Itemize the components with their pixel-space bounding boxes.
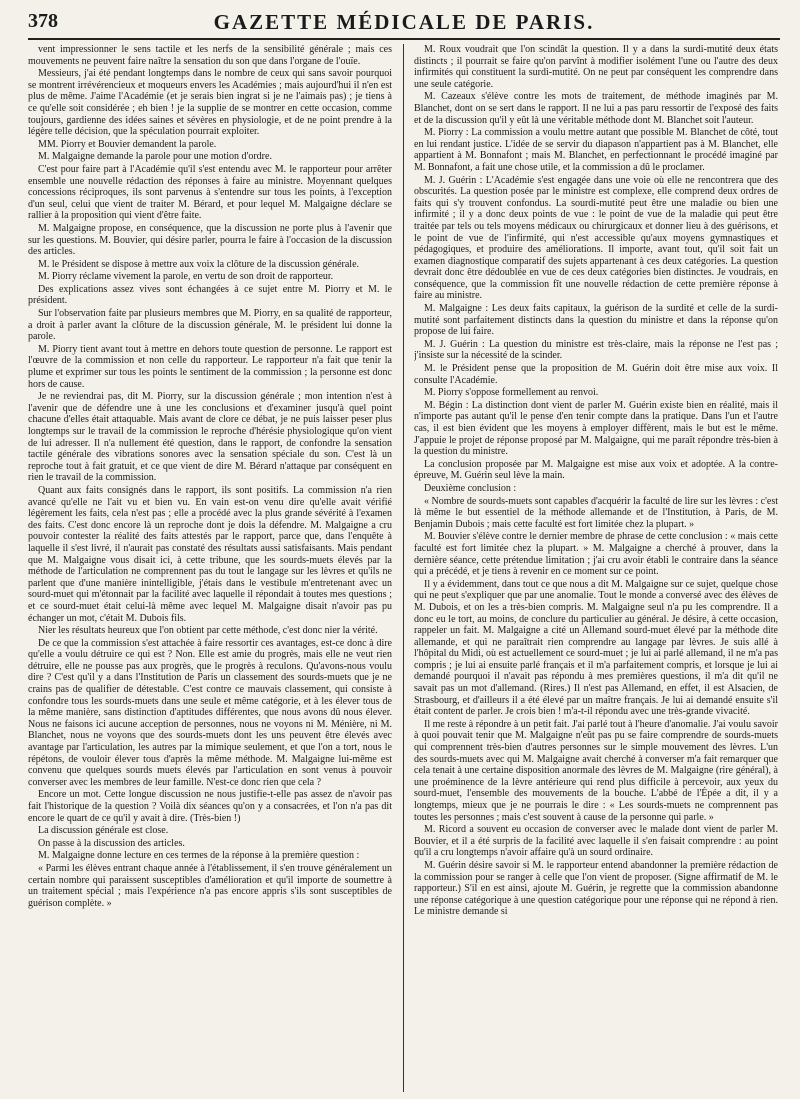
paragraph: Des explications assez vives sont échangées à ce sujet entre M. Piorry et M. le président.	[28, 283, 392, 307]
paragraph: Nier les résultats heureux que l'on obtient par cette méthode, c'est donc nier la vérité.	[38, 625, 378, 637]
paragraph: M. Malgaigne demande la parole pour une motion d'ordre.	[38, 151, 272, 163]
paragraph: On passe à la discussion des articles.	[38, 837, 185, 849]
paragraph: Deuxième conclusion :	[424, 482, 517, 494]
paragraph: Il me reste à répondre à un petit fait. J'ai parlé tout à l'heure d'anomalie. J'ai voulu savoir à quoi pouvait tenir que M. Malgaigne n'eût pas pu se faire comprendre de sourds-muets qui comprennent très-bien d'autres personnes sur le simple mouvement des lèvres. L'un des sourds-muets avec qui M. Malgaigne avait cherché à converser m'a fait remarquer que cela tenait à une certaine disposition anormale des lèvres de M. Malgaigne (rire général), à une proéminence de la lèvre antérieure qui rend plus difficile à percevoir, aux yeux du sourd-muet, l'ensemble des mouvements de la bouche. L'abbé de l'Épée a dit, il y a longtemps, mieux que je ne pourrais le dire : « Les sourds-muets ne comprennent pas toutes les personnes ; mais c'est souvent à cause de la personne qui parle. »	[414, 718, 778, 823]
paragraph: « Parmi les élèves entrant chaque année à l'établissement, il s'en trouve généralement un certain nombre qui paraissent susceptibles d'amélioration et qu'il importe de soumettre à un traitement spécial ; mais l'expérience n'a pas encore appris s'ils sont susceptibles de guérison complète. »	[28, 862, 392, 909]
paragraph: M. Cazeaux s'élève contre les mots de traitement, de méthode imaginés par M. Blanchet, dont on se sert dans le rapport. Il ne lui a pas paru ressortir de l'exposé des faits et de la discussion qu'il y eût là une véritable méthode dont M. Blanchet soit l'auteur.	[414, 91, 778, 126]
paragraph: La conclusion proposée par M. Malgaigne est mise aux voix et adoptée. A la contre-épreuve, M. Guérin seul lève la main.	[414, 458, 778, 482]
paragraph: M. Ricord a souvent eu occasion de converser avec le malade dont vient de parler M. Bouvier, et il a été surpris de la facilité avec laquelle il s'en faisait comprendre : au point qu'il a cru longtemps n'avoir affaire qu'à un sourd ordinaire.	[414, 824, 778, 859]
paragraph: La discussion générale est close.	[38, 825, 169, 837]
page-header	[28, 8, 780, 40]
paragraph: M. Piorry s'oppose formellement au renvoi.	[424, 387, 599, 399]
paragraph: Je ne reviendrai pas, dit M. Piorry, sur la discussion générale ; mon intention n'est à l'avenir que de défendre une à une les conclusions et d'examiner jusqu'à quel point chacune d'elles était attaquable. Mais avant de clore ce débat, je ne puis laisser peser plus longtemps sur le travail de la commission le reproche d'hérésie physiologique qu'on vient de lui adresser. Il n'a nullement été question, dans le rapport, de confondre la sensation tactile générale des vibrations sonores avec la sensation spéciale du son. C'est là un reproche tout à fait gratuit, et ce que vient de dire M. Bérard n'attaque par conséquent en rien le travail de la commission.	[28, 391, 392, 484]
paragraph: M. Piorry : La commission a voulu mettre autant que possible M. Blanchet de côté, tout en lui rendant justice. L'idée de se servir du diapason n'appartient pas à M. Blanchet, elle appartient à M. Bonnafont ; mais M. Blanchet, en perfectionnant le procédé imaginé par M. Bonnafont, a fait une chose utile, et la commission a dû le proclamer.	[414, 127, 778, 173]
paragraph: M. Malgaigne propose, en conséquence, que la discussion ne porte plus à l'avenir que sur les questions. M. Bouvier, qui désire parler, pourra le faire à l'occasion de la discussion des articles.	[28, 222, 392, 258]
paragraph: M. J. Guérin : L'Académie s'est engagée dans une voie où elle ne rencontrera que des obscurités. La question posée par le ministre est complexe, elle comprend deux ordres de faits qui s'y trouvent confondus. La sourdi-mutité peut être une maladie ou bien une infirmité ; il y a donc deux points de vue : le point de vue de la maladie qui peut être traitée par tels ou tels moyens médicaux ou chirurgicaux et donner lieu à des guérisons, et le point de vue de l'infirmité, qui n'est accessible qu'aux moyens gymnastiques et pédagogiques, et produire des améliorations. Il importe, avant tout, qu'il soit fait un examen diagnostique comparatif des sujets appartenant à ces deux catégories. La question devrait donc être dédoublée en vue de ces deux catégories bien distinctes. Je voudrais, en conséquence, que la commission fît une nouvelle rédaction de cette première réponse à faire au ministre.	[414, 174, 778, 302]
paragraph: vent impressionner le sens tactile et les nerfs de la sensibilité générale ; mais ces mouvements ne peuvent faire naître la sensation du son que dans l'organe de l'ouïe.	[28, 44, 392, 67]
paragraph: M. Bégin : La distinction dont vient de parler M. Guérin existe bien en réalité, mais il n'importe pas autant qu'il le pense d'en tenir compte dans la pratique. Dans l'un et l'autre cas, il est bien évident que les moyens à employer diffèrent, mais le but est le même. J'appuie le projet de réponse proposé par M. Malgaigne, qui me paraît répondre très-bien à la question du ministre.	[414, 399, 778, 458]
paragraph: M. Malgaigne donne lecture en ces termes de la réponse à la première question :	[38, 850, 360, 862]
paragraph: Quant aux faits consignés dans le rapport, ils sont positifs. La commission n'a rien avancé qu'elle ne l'ait vu et bien vu. En vain est-on venu dire qu'elle avait vérifié légèrement les faits, cela n'est pas ; elle a procédé avec la plus grande sévérité à l'examen des faits. C'est donc encore là un reproche dont je dois la défendre. M. Malgaigne a cru pouvoir contester la réalité des faits attestés par le rapport, parce que, dans l'enquête à laquelle il s'est livré, il n'aurait pas constaté des résultats aussi satisfaisants. Mais pendant que M. Malgaigne vous disait ici, à cette tribune, que les sourds-muets élevés par la méthode de l'articulation ne comprennent pas du tout le langage sur les lèvres et qu'ils ne parlent que d'une manière inintelligible, j'étais dans le vestibule m'entretenant avec un sourd-muet qui m'étonnait par la facilité avec laquelle il répondait à toutes mes questions ; et ce sourd-muet était celui-là même avec lequel M. Malgaigne disait n'avoir pas pu échanger un mot, c'était M. Dubois fils.	[28, 484, 392, 624]
paragraph: « Nombre de sourds-muets sont capables d'acquérir la faculté de lire sur les lèvres : c'est là même le but essentiel de la méthode allemande et de l'Institution, à Paris, de M. Benjamin Dubois ; mais cette faculté est fort limitée chez la plupart. »	[414, 495, 778, 530]
publication-title: GAZETTE MÉDICALE DE PARIS.	[213, 10, 595, 34]
paragraph: M. le Président se dispose à mettre aux voix la clôture de la discussion générale.	[38, 258, 360, 270]
right-column	[414, 44, 778, 1094]
paragraph: MM. Piorry et Bouvier demandent la parole.	[38, 138, 217, 150]
paragraph: M. Roux voudrait que l'on scindât la question. Il y a dans la surdi-mutité deux états distincts ; il pourrait se faire qu'on parvînt à modifier isolément l'une ou l'autre des deux infirmités qui constituent la surdi-mutité. On ne peut par conséquent les comprendre dans une seule catégorie.	[414, 44, 778, 90]
left-column	[28, 44, 392, 1094]
paragraph: M. Piorry tient avant tout à mettre en dehors toute question de personne. Le rapport est l'œuvre de la commission et non celle du rapporteur. Le rapporteur n'a fait que tenir la plume et exprimer sur tous les points le sentiment de la commission ; la personne est donc hors de cause.	[28, 343, 392, 390]
paragraph: M. Bouvier s'élève contre le dernier membre de phrase de cette conclusion : « mais cette faculté est fort limitée chez la plupart. » M. Malgaigne a cherché à prouver, dans la dernière séance, cette prétendue limitation ; j'ai cru avoir établi le contraire dans la séance qui a précédé, et je tiens à revenir en ce moment sur ce point.	[414, 531, 778, 578]
paragraph: C'est pour faire part à l'Académie qu'il s'est entendu avec M. le rapporteur pour arrêter ensemble une nouvelle rédaction des réponses à faire au ministre. Moyennant quelques concessions réciproques, ils sont parvenus à s'entendre sur tous les points, à l'exception d'un seul, celui que vient de traiter M. Bérard, et pour lequel M. Malgaigne déclare se rallier à la proposition qui vient d'être faite.	[28, 163, 392, 222]
paragraph: Il y a évidemment, dans tout ce que nous a dit M. Malgaigne sur ce sujet, quelque chose qui ne peut s'expliquer que par une anomalie. Tout le monde a conversé avec des élèves de M. Dubois, et on les a très-bien compris. M. Malgaigne seul n'a pu les comprendre. Il a donc eu le tort, au moins, de conclure du particulier au général. Je désire, à cette occasion, rappeler un fait. M. Malgaigne a cité un Allemand sourd-muet élevé par la méthode dite allemande, et qui ne paraîtrait rien comprendre au langage par lèvres. Je suis allé à l'hôpital du Midi, où est actuellement ce sourd-muet ; je lui ai parlé allemand, il ne m'a pas compris ; je lui ai ensuite parlé français et il m'a parfaitement compris, et lorsque je lui ai demandé pourquoi il n'avait pas répondu à mes premières questions, il m'a dit qu'il ne savait pas un mot d'allemand. (Rires.) Il n'est pas Allemand, en effet, il est Alsacien, de Strasbourg, et d'ailleurs il a été élevé par un maître français. Je lui ai demandé ensuite s'il était content de parler. Je crois bien ! m'a-t-il répondu avec une très-grande vivacité.	[414, 578, 778, 718]
paragraph: M. le Président pense que la proposition de M. Guérin doit être mise aux voix. Il consulte l'Académie.	[414, 363, 778, 386]
paragraph: Sur l'observation faite par plusieurs membres que M. Piorry, en sa qualité de rapporteur, a droit à parler avant la clôture de la discussion générale, M. le président lui donne la parole.	[28, 308, 392, 343]
paragraph: De ce que la commission s'est attachée à faire ressortir ces avantages, est-ce donc à dire qu'elle a voulu détruire ce qui est ? Non. Elle est amie du progrès, mais elle ne veut rien détruire, elle ne pousse pas aux progrès, que le progrès à reculons. Qu'avons-nous voulu dire ? C'est qu'il y a dans l'Institution de Paris un classement des sourds-muets que je ne crains pas de qualifier de détestable. C'est contre ce mauvais classement, qui consiste à confondre tous les sourds-muets dans une seule et même catégorie, et à les élever tous de la même manière, sans distinction d'aptitudes différentes, que nous avons dû nous élever. Nous ne faisons ici aucune acception de personnes, nous ne voyons ni M. Ménière, ni M. Blanchet, nous ne voyons que des sourds-muets dont les uns peuvent être élevés avec avantage par l'articulation, les autres par la mimique seulement, et que l'on a tort, nous le répétons, de vouloir élever tous d'après la même méthode. M. Malgaigne lui-même est convenu que quelques sourds muets élevés par l'articulation en sont venus à pouvoir converser avec les membres de leur famille. N'est-ce donc rien que cela ?	[28, 637, 392, 788]
page-number: 378	[28, 10, 58, 32]
column-divider	[403, 44, 404, 1092]
paragraph: Encore un mot. Cette longue discussion ne nous justifie-t-elle pas assez de n'avoir pas fait l'historique de la question ? Voilà dix séances qu'on y a consacrées, et l'on n'a pas dit encore le quart de ce qu'il y avait à dire. (Très-bien !)	[28, 789, 392, 824]
paragraph: M. J. Guérin : La question du ministre est très-claire, mais la réponse ne l'est pas ; j'insiste sur la nécessité de la scinder.	[414, 338, 778, 362]
paragraph: M. Malgaigne : Les deux faits capitaux, la guérison de la surdité et celle de la surdi-mutité sont parfaitement distincts dans la question du ministre et dans la réponse qu'on propose de lui faire.	[414, 303, 778, 338]
paragraph: Messieurs, j'ai été pendant longtemps dans le nombre de ceux qui sans savoir pourquoi se montrent irrévérencieux et moqueurs envers les Académies ; mais aujourd'hui il n'en est plus de même. J'aime l'Académie (et je serais bien ingrat si je ne l'aimais pas) ; je tiens à ce qu'elle soit considérée ; eh bien ! je la supplie de se montrer en cette occasion, comme toujours, gardienne des idées saines et sévères en physiologie, et de ne point prendre à la légère telle décision, que la spéculation pourrait exploiter.	[28, 68, 392, 138]
paragraph: M. Piorry réclame vivement la parole, en vertu de son droit de rapporteur.	[38, 271, 334, 283]
paragraph: M. Guérin désire savoir si M. le rapporteur entend abandonner la première rédaction de la commission pour se ranger à celle que l'on vient de proposer. (Signe affirmatif de M. le rapporteur.) S'il en est ainsi, ajoute M. Guérin, je regrette que la commission abandonne une réponse catégorique à une question catégorique pour une réponse qui ne répond à rien. Le ministre demande si	[414, 859, 778, 918]
